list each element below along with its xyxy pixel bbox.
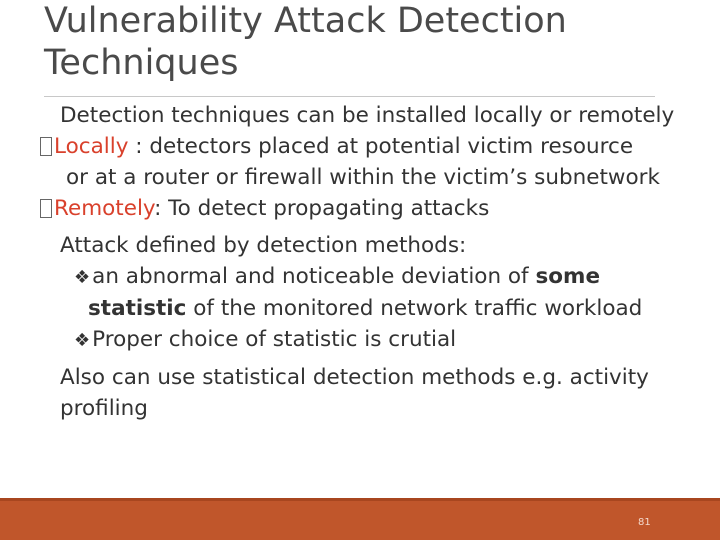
list-item: Detection techniques can be installed locally or remotely	[60, 103, 675, 128]
diamond-bullet-icon: ❖	[74, 330, 91, 351]
title-divider	[44, 96, 655, 97]
list-item: ❖an abnormal and noticeable deviation of some	[60, 261, 710, 293]
slide-body	[54, 100, 710, 424]
list-item: Also can use statistical detection methods e.g. activity	[60, 365, 649, 390]
list-item-continuation: profiling	[60, 396, 148, 421]
list-item-continuation: or at a router or firewall within the victim’s subnetwork	[66, 165, 660, 190]
footer-top-line	[0, 498, 720, 501]
page-number: 81	[638, 517, 651, 528]
footer-bar	[0, 498, 720, 540]
list-item: Locally : detectors placed at potential victim resource	[60, 131, 710, 162]
missing-glyph-icon	[40, 199, 52, 218]
keyword-remotely: Remotely	[54, 196, 155, 221]
diamond-bullet-icon: ❖	[74, 267, 91, 288]
list-item: Remotely: To detect propagating attacks	[60, 193, 710, 224]
list-item: ❖Proper choice of statistic is crutial	[60, 324, 710, 356]
list-item: Attack defined by detection methods:	[60, 233, 467, 258]
page-title: Vulnerability Attack Detection Techniques	[44, 1, 567, 83]
missing-glyph-icon	[40, 137, 52, 156]
list-item-continuation: statistic of the monitored network traffic workload	[88, 296, 643, 321]
keyword-locally: Locally	[54, 134, 129, 159]
